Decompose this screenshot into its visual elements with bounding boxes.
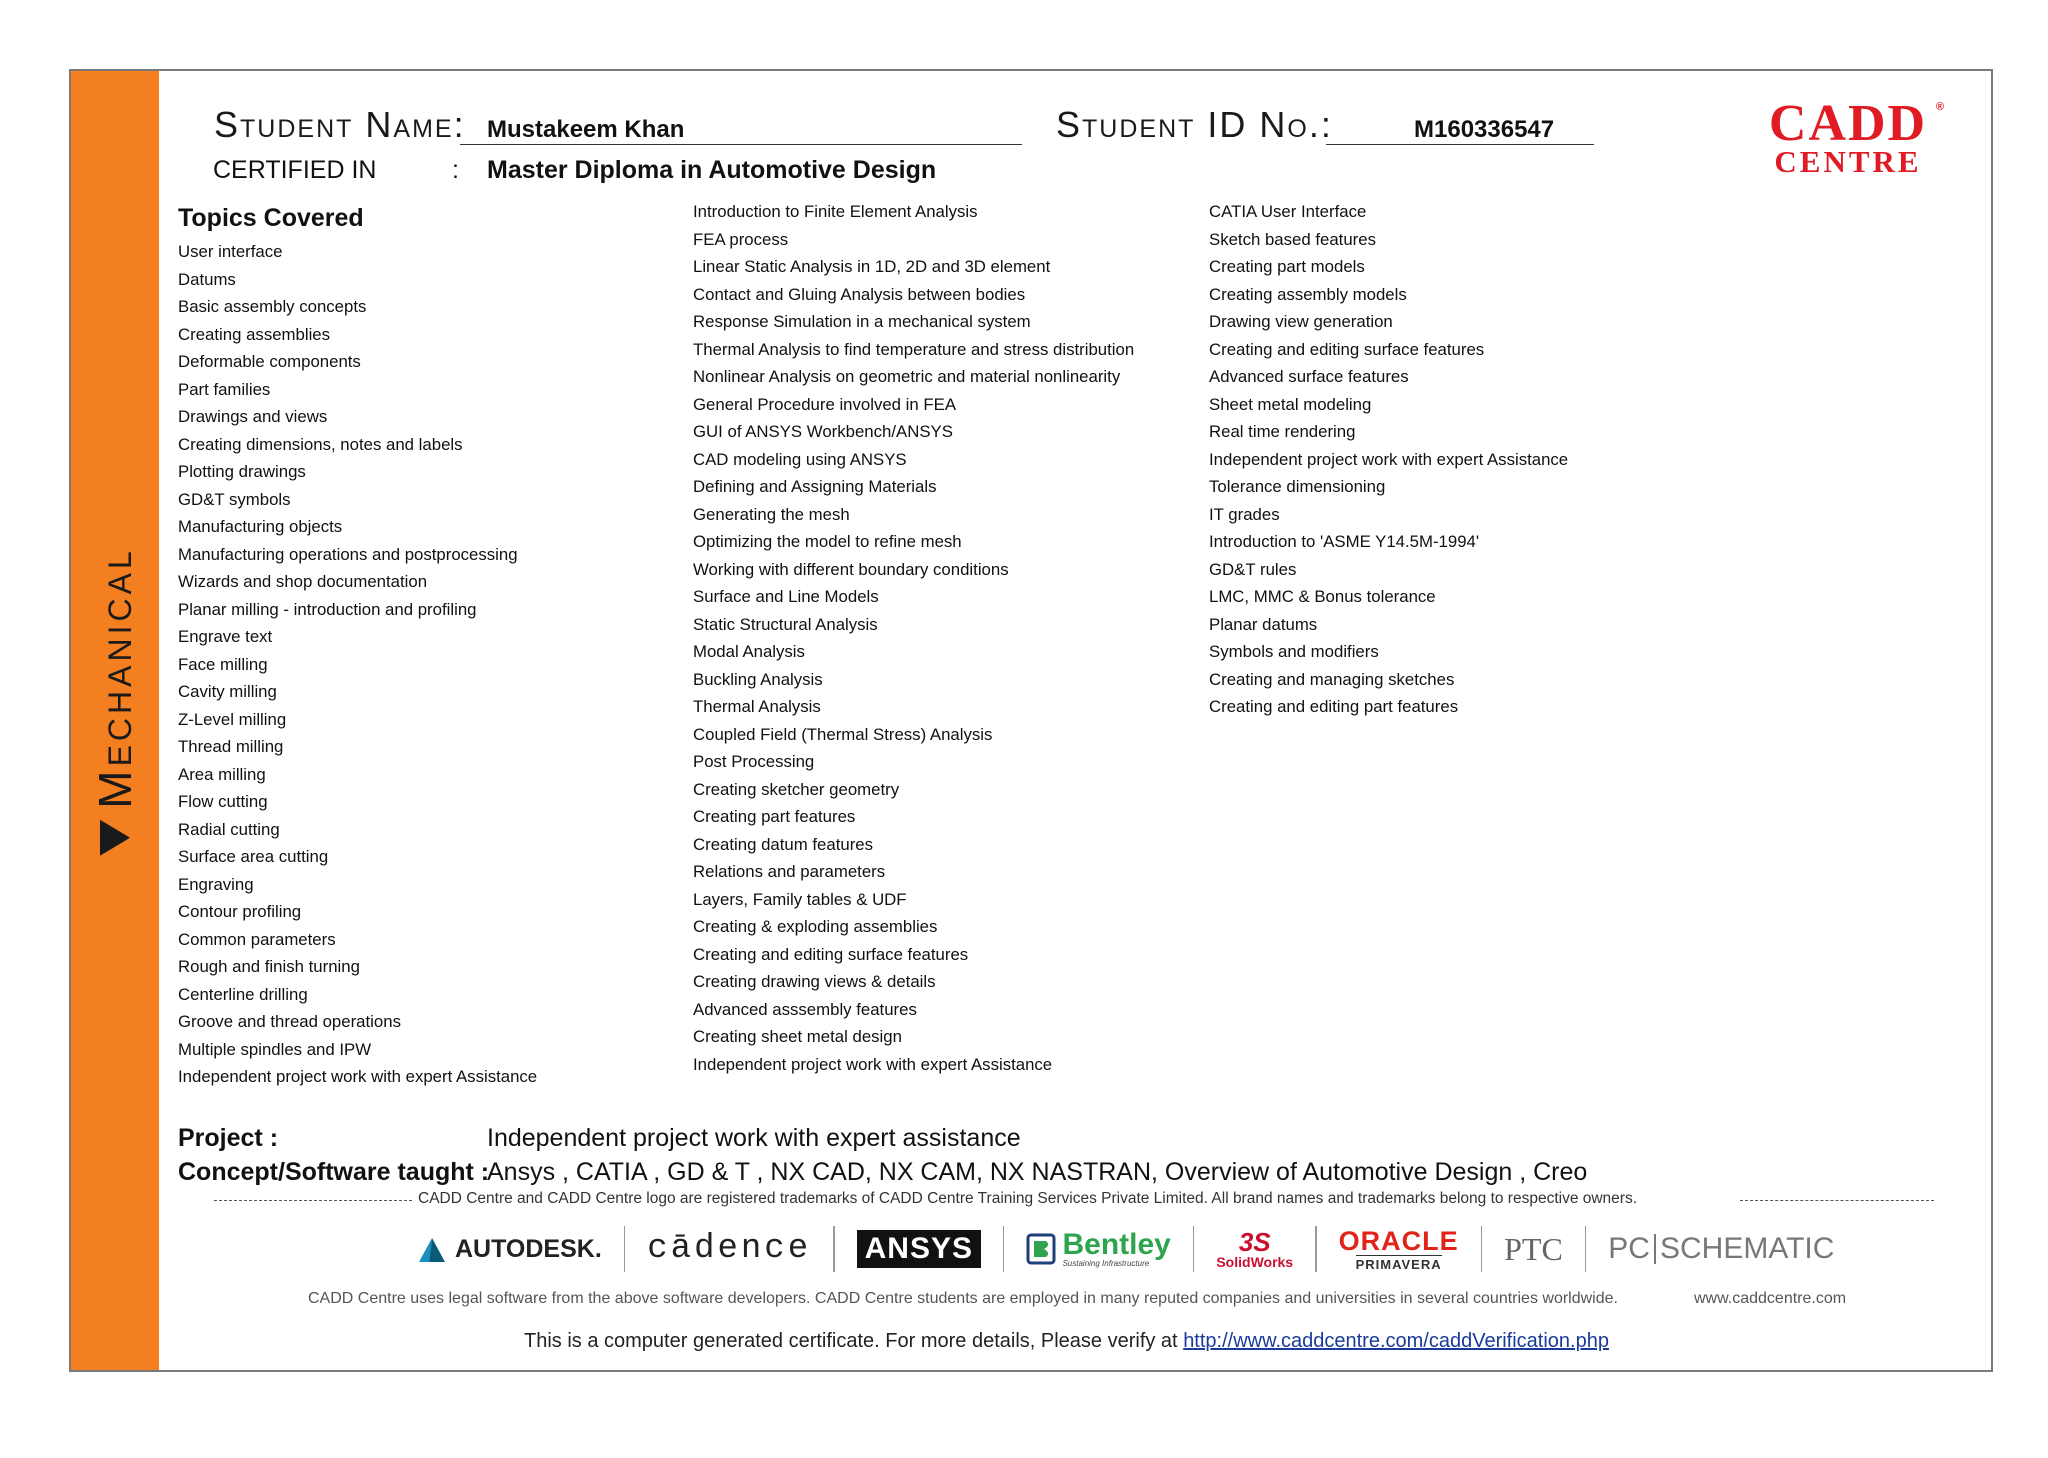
topic-item: Defining and Assigning Materials — [693, 477, 937, 496]
topic-item: Response Simulation in a mechanical system — [693, 312, 1031, 331]
solidworks-logo: 3S SolidWorks — [1216, 1227, 1294, 1270]
topic-item: Coupled Field (Thermal Stress) Analysis — [693, 724, 993, 744]
topic-item: CAD modeling using ANSYS — [693, 449, 907, 469]
autodesk-logo: AUTODESK. — [395, 1222, 624, 1276]
topic-item: Radial cutting — [178, 819, 280, 839]
cadd-centre-logo — [1748, 95, 1948, 179]
topics-column-1 — [178, 238, 537, 1091]
topic-item: Face milling — [178, 654, 268, 674]
topic-item: Introduction to Finite Element Analysis — [693, 202, 978, 221]
topic-item: Creating sheet metal design — [693, 1027, 902, 1046]
topic-item: Thermal Analysis to find temperature and stress distribution — [693, 339, 1135, 359]
topic-item: Creating and editing surface features — [1209, 339, 1485, 359]
software-value: Ansys , CATIA , GD & T , NX CAD, NX CAM, NX NASTRAN, Overview of Automotive Design , Creo — [487, 1158, 1588, 1186]
topic-item: Drawings and views — [178, 407, 328, 426]
topic-item: Common parameters — [178, 929, 336, 949]
topic-item: Layers, Family tables & UDF — [693, 889, 907, 909]
topic-item: Thread milling — [178, 737, 284, 756]
pc-schematic-logo: PC SCHEMATIC — [1608, 1232, 1835, 1265]
topic-item: Creating datum features — [693, 834, 874, 854]
topic-item: Contact and Gluing Analysis between bodies — [693, 284, 1026, 304]
student-id-underline — [1326, 144, 1594, 145]
topic-item: Planar datums — [1209, 614, 1318, 634]
triangle-icon — [100, 820, 130, 856]
topic-item: GD&T rules — [1209, 559, 1297, 579]
topic-item: Relations and parameters — [693, 862, 886, 881]
topic-item: Sketch based features — [1209, 229, 1376, 249]
topic-item: Creating and editing part features — [1209, 697, 1459, 716]
student-id-label: Student ID No.: — [1056, 104, 1333, 145]
topic-item: Optimizing the model to refine mesh — [693, 532, 962, 551]
certified-in-colon: : — [452, 156, 459, 184]
topic-item: Deformable components — [178, 352, 361, 371]
autodesk-icon — [417, 1234, 447, 1264]
brand-logos-strip — [395, 1222, 1856, 1276]
topic-item: Basic assembly concepts — [178, 297, 367, 316]
dashed-divider-right — [1740, 1200, 1934, 1201]
student-name-underline — [460, 144, 1022, 145]
topic-item: Planar milling - introduction and profiling — [178, 599, 477, 619]
topic-item: Independent project work with expert Assistance — [178, 1067, 538, 1086]
topic-item: Surface area cutting — [178, 847, 329, 866]
topic-item: Wizards and shop documentation — [178, 572, 428, 591]
topic-item: Contour profiling — [178, 902, 302, 921]
topic-item: Flow cutting — [178, 792, 268, 811]
topic-item: Engraving — [178, 874, 254, 894]
website-text: www.caddcentre.com — [1694, 1290, 1847, 1307]
topic-item: Working with different boundary conditions — [693, 559, 1009, 579]
dashed-divider-left — [214, 1200, 412, 1201]
topic-item: Engrave text — [178, 627, 273, 646]
topic-item: Creating part models — [1209, 257, 1365, 276]
topic-item: Static Structural Analysis — [693, 614, 878, 634]
topic-item: Real time rendering — [1209, 422, 1356, 441]
topic-item: Buckling Analysis — [693, 669, 823, 689]
topic-item: Multiple spindles and IPW — [178, 1039, 372, 1059]
topic-item: Creating & exploding assemblies — [693, 917, 938, 936]
topic-item: Creating dimensions, notes and labels — [178, 434, 463, 454]
topic-item: General Procedure involved in FEA — [693, 394, 957, 414]
sidebar-label-text: Mechanical — [89, 547, 141, 809]
project-label: Project : — [178, 1124, 279, 1152]
topic-item: Tolerance dimensioning — [1209, 477, 1386, 496]
topic-item: Thermal Analysis — [693, 697, 821, 716]
topics-column-2 — [693, 198, 1134, 1078]
topic-item: Creating and editing surface features — [693, 944, 969, 964]
topic-item: Advanced surface features — [1209, 367, 1409, 386]
cadence-logo: cādence — [647, 1230, 812, 1268]
topic-item: Datums — [178, 269, 236, 289]
topic-item: Manufacturing operations and postprocessing — [178, 544, 518, 564]
topic-item: Creating part features — [693, 807, 856, 826]
topic-item: Plotting drawings — [178, 462, 306, 481]
verification-line — [524, 1330, 1609, 1353]
topic-item: Post Processing — [693, 752, 815, 771]
oracle-primavera-logo: ORACLE PRIMAVERA — [1338, 1225, 1459, 1272]
topic-item: Creating drawing views & details — [693, 972, 936, 991]
topic-item: Linear Static Analysis in 1D, 2D and 3D element — [693, 257, 1051, 276]
certified-in-value: Master Diploma in Automotive Design — [487, 156, 937, 184]
legal-software-note: CADD Centre uses legal software from the above software developers. CADD Centre students are employed in many reputed companies and universities in several countries worldwide. — [308, 1290, 1618, 1307]
topic-item: Manufacturing objects — [178, 517, 343, 536]
topic-item: Rough and finish turning — [178, 957, 360, 976]
topic-item: Advanced asssembly features — [693, 999, 917, 1019]
topic-item: Independent project work with expert Assistance — [693, 1054, 1053, 1074]
topic-item: Independent project work with expert Assistance — [1209, 449, 1569, 469]
logo-registered-mark: ® — [1935, 101, 1944, 113]
topic-item: Generating the mesh — [693, 504, 850, 524]
topic-item: Z-Level milling — [178, 709, 287, 729]
software-label: Concept/Software taught : — [178, 1158, 490, 1186]
ansys-logo: ANSYS — [835, 1222, 1003, 1276]
certified-in-label: CERTIFIED IN — [213, 156, 377, 184]
topic-item: Creating and managing sketches — [1209, 669, 1455, 689]
topic-item: Groove and thread operations — [178, 1012, 401, 1031]
bentley-icon — [1026, 1233, 1056, 1265]
topic-item: Centerline drilling — [178, 984, 308, 1004]
topics-column-3 — [1209, 198, 1568, 721]
topic-item: Symbols and modifiers — [1209, 642, 1379, 661]
logo-line1: CADD — [1768, 95, 1928, 152]
topic-item: Cavity milling — [178, 682, 277, 701]
topic-item: Area milling — [178, 764, 266, 784]
student-name-label: Student Name: — [214, 104, 466, 145]
topic-item: IT grades — [1209, 504, 1280, 524]
topic-item: Introduction to 'ASME Y14.5M-1994' — [1209, 532, 1480, 551]
logo-line2: CENTRE — [1774, 144, 1922, 179]
topic-item: Creating assemblies — [178, 324, 331, 344]
topic-item: Sheet metal modeling — [1209, 394, 1372, 414]
topic-item: FEA process — [693, 229, 789, 249]
topic-item: Part families — [178, 379, 271, 399]
topic-item: CATIA User Interface — [1209, 202, 1367, 221]
topic-item: Surface and Line Models — [693, 587, 879, 606]
trademark-note: CADD Centre and CADD Centre logo are registered trademarks of CADD Centre Training Services Private Limited. All brand names and trademarks belong to respective owners. — [418, 1190, 1638, 1207]
topic-item: LMC, MMC & Bonus tolerance — [1209, 587, 1436, 606]
verification-link[interactable]: http://www.caddcentre.com/caddVerification.php — [1183, 1330, 1609, 1352]
topic-item: GD&T symbols — [178, 489, 291, 509]
student-id-value: M160336547 — [1414, 116, 1555, 143]
sidebar-label — [88, 547, 142, 852]
topic-item: Modal Analysis — [693, 642, 805, 661]
topic-item: Drawing view generation — [1209, 312, 1393, 331]
topic-item: Creating assembly models — [1209, 284, 1407, 304]
project-value: Independent project work with expert assistance — [487, 1124, 1021, 1152]
verification-text: This is a computer generated certificate. For more details, Please verify at — [524, 1330, 1178, 1352]
topics-title: Topics Covered — [178, 204, 364, 232]
topic-item: Creating sketcher geometry — [693, 779, 900, 799]
student-name-value: Mustakeem Khan — [487, 116, 685, 143]
ds-mark-icon: 3S — [1238, 1227, 1271, 1257]
topic-item: Nonlinear Analysis on geometric and material nonlinearity — [693, 367, 1121, 386]
topic-item: GUI of ANSYS Workbench/ANSYS — [693, 422, 953, 441]
ptc-logo: PTC — [1504, 1230, 1563, 1267]
topic-item: User interface — [178, 242, 283, 261]
bentley-logo: Bentley Sustaining Infrastructure — [1004, 1222, 1192, 1276]
